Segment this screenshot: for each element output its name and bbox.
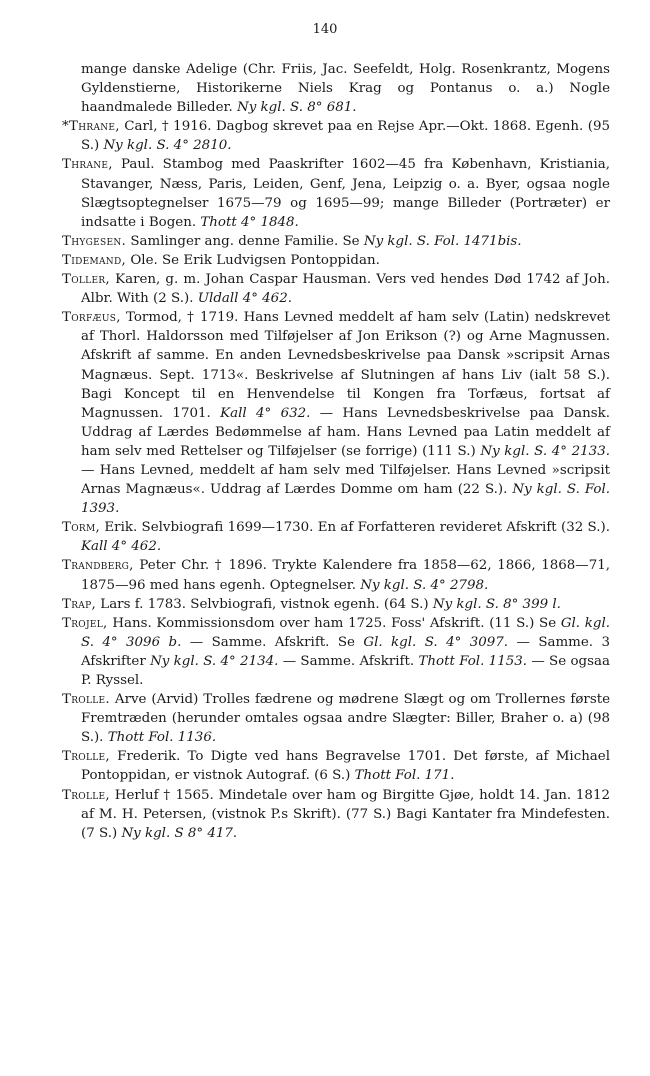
entry-trolle-herluf: [62, 786, 610, 843]
entry-trolle-arve: [62, 690, 610, 747]
entry-trap: [62, 595, 610, 614]
page-number: 140: [312, 22, 338, 37]
entry-shelfmark: Ny kgl. S. 4° 2798.: [360, 577, 489, 593]
entry-shelfmark: Ny kgl. S. 8° 399 l.: [432, 596, 561, 612]
entry-text: — Samme. 3 Afskrifter: [81, 634, 610, 669]
entry-name: Trojel,: [62, 615, 108, 631]
entry-text: — Samme. Afskrift.: [282, 653, 415, 669]
entry-text: — Hans Levned, meddelt af ham selv med Tilføjelser. Hans Levned »scripsit Arnas Magnæus«. Uddrag af Lærdes Domme om ham (22 S.).: [81, 462, 610, 498]
entry-text: Carl, † 1916. Dagbog skrevet paa en Rejse Apr.—Okt. 1868. Egenh. (95 S.): [81, 119, 610, 154]
entry-shelfmark: Ny kgl. S. Fol. 1471bis.: [363, 233, 522, 249]
entry-text: Karen, g. m. Johan Caspar Hausman. Vers ved hendes Død 1742 af Joh. Albr. With (2 S.).: [81, 272, 610, 307]
entry-name: Trolle.: [62, 692, 110, 708]
entry-text: Paul. Stambog med Paaskrifter 1602—45 fra København, Kristiania, Stavanger, Næss, Paris, Leiden, Genf, Jena, Leipzig o. a. Byer, ogsaa nogle Slægtsoptegnelser 1675—79 og 1695—99; mange Billeder (Portræter) er indsatte i Bogen.: [81, 157, 610, 230]
entry-shelfmark: Ny kgl. S. 4° 2134.: [150, 653, 279, 669]
entry-name: Trolle,: [62, 787, 110, 803]
entry-shelfmark: Thott Fol. 1136.: [107, 730, 217, 746]
entry-shelfmark: Thott Fol. 1153.: [418, 653, 528, 669]
entry-text: — Hans Levnedsbeskrivelse paa Dansk. Uddrag af Lærdes Bedømmelse af ham. Hans Levned paa Latin meddelt af ham selv med Rettelser og Tilføjelser (se forrige) (111 S.): [81, 405, 610, 459]
entry-shelfmark: Kall 4° 462.: [81, 539, 162, 555]
entry-text: Frederik. To Digte ved hans Begravelse 1701. Det første, af Michael Pontoppidan, er vistnok Autograf. (6 S.): [81, 749, 611, 784]
entry-shelfmark: Uldall 4° 462.: [197, 291, 292, 307]
register-entries: [62, 60, 610, 843]
entry-name: Trolle,: [62, 749, 110, 765]
entry-text: Tormod, † 1719. Hans Levned meddelt af ham selv (Latin) nedskrevet af Thorl. Haldorsson med Tilføjelser af Jon Erikson (?) og Arne Magnussen. Afskrift af samme. En anden Levnedsbeskrivelse paa Dansk »scripsit Arnas Magnæus. Sept. 1713«. Beskrivelse af Slutningen af hans Liv (ialt 58 S.). Bagi Koncept til en Henvendelse til Kongen fra Torfæus, fortsat af Magnussen. 1701.: [81, 310, 610, 421]
entry-tidemand: [62, 251, 610, 270]
entry-shelfmark: Ny kgl. S. Fol. 1393.: [81, 482, 610, 517]
entry-name: Trandberg,: [62, 558, 134, 574]
entry-name: Thygesen.: [62, 233, 127, 249]
entry-trojel: [62, 614, 610, 690]
entry-text: Ole. Se Erik Ludvigsen Pontoppidan.: [130, 252, 380, 268]
entry-text: Erik. Selvbiografi 1699—1730. En af Forfatteren revideret Afskrift (32 S.).: [104, 520, 610, 536]
entry-name: Thrane,: [62, 157, 113, 173]
entry-text: Samlinger ang. denne Familie. Se: [130, 233, 360, 249]
entry-text: Arve (Arvid) Trolles fædrene og mødrene Slægt og om Trollernes første Fremtræden (herunder omtales ogsaa andre Slægter: Biller, Braher o. a) (98 S.).: [81, 692, 610, 746]
entry-thygesen: [62, 232, 610, 251]
entry-text: Herluf † 1565. Mindetale over ham og Birgitte Gjøe, holdt 14. Jan. 1812 af M. H. Petersen, (vistnok P.s Skrift). (77 S.) Bagi Kantater fra Mindefesten. (7 S.): [81, 787, 610, 841]
entry-name: Torfæus,: [62, 310, 121, 326]
entry-shelfmark: Kall 4° 632.: [220, 405, 311, 421]
entry-shelfmark: Thott 4° 1848.: [200, 214, 299, 230]
entry-name: Trap,: [62, 596, 97, 612]
entry-name: Toller,: [62, 272, 110, 288]
entry-shelfmark: Ny kgl. S. 4° 2133.: [480, 443, 610, 459]
entry-name: Torm,: [62, 520, 101, 536]
entry-shelfmark: Gl. kgl. S. 4° 3097.: [363, 634, 509, 650]
entry-shelfmark: Thott Fol. 171.: [354, 768, 455, 784]
entry-trolle-frederik: [62, 747, 610, 785]
entry-text: — Samme. Afskrift. Se: [189, 634, 355, 650]
entry-text: Peter Chr. † 1896. Trykte Kalendere fra 1858—62, 1866, 1868—71, 1875—96 med hans egenh. Optegnelser.: [81, 558, 610, 593]
entry-name: *Thrane,: [62, 119, 120, 135]
entry-shelfmark: Ny kgl. S. 4° 2810.: [103, 138, 232, 154]
entry-shelfmark: Ny kgl. S. 8° 681.: [237, 100, 357, 116]
entry-shelfmark: Ny kgl. S 8° 417.: [121, 825, 238, 841]
entry-text: Lars f. 1783. Selvbiografi, vistnok egenh. (64 S.): [100, 596, 429, 612]
entry-continuation: [62, 60, 610, 117]
entry-toller: [62, 270, 610, 308]
entry-shelfmark: Gl. kgl. S. 4° 3096 b.: [81, 615, 610, 650]
entry-text: mange danske Adelige (Chr. Friis, Jac. Seefeldt, Holg. Rosenkrantz, Mogens Gyldenstierne, Historikerne Niels Krag og Pontanus o. a.) Nogle haandmalede Billeder.: [81, 62, 610, 116]
entry-name: Tidemand,: [62, 252, 127, 268]
entry-thrane-paul: [62, 155, 610, 231]
entry-text: Hans. Kommissionsdom over ham 1725. Foss' Afskrift. (11 S.) Se: [112, 615, 557, 631]
entry-thrane-carl: [62, 117, 610, 155]
entry-torfaeus: [62, 308, 610, 518]
entry-trandberg: [62, 556, 610, 594]
entry-text: — Se ogsaa P. Ryssel.: [81, 653, 610, 688]
entry-torm: [62, 518, 610, 556]
